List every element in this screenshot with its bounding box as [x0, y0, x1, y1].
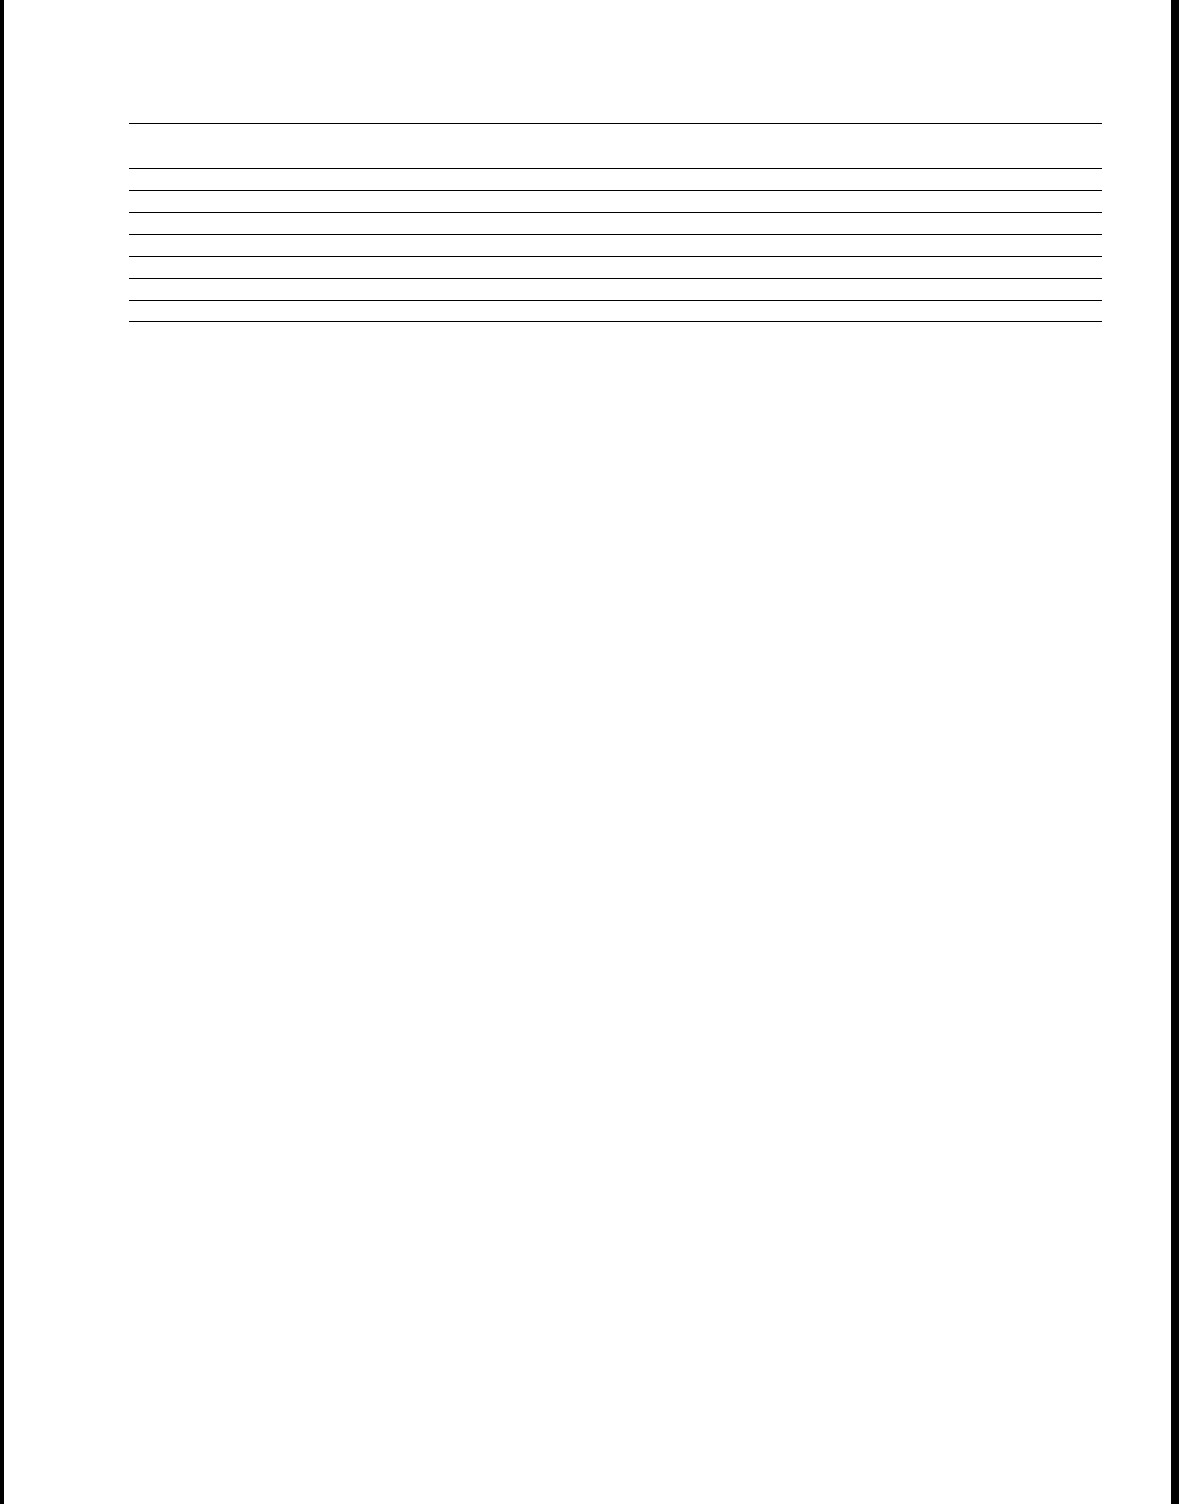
info-row-equipment-life — [129, 279, 1102, 301]
info-row-oil-type — [129, 124, 1102, 169]
info-row-oil-life — [129, 301, 1102, 322]
info-row-sampling-type — [129, 191, 1102, 213]
info-row-report-date — [129, 257, 1102, 279]
info-row-order — [129, 100, 1102, 124]
info-row-top-up — [129, 322, 1102, 342]
info-row-sampling-date — [129, 213, 1102, 235]
info-row-received-date — [129, 235, 1102, 257]
report-page — [4, 0, 1171, 1504]
status-bar — [128, 342, 1103, 368]
info-row-sample — [129, 169, 1102, 191]
